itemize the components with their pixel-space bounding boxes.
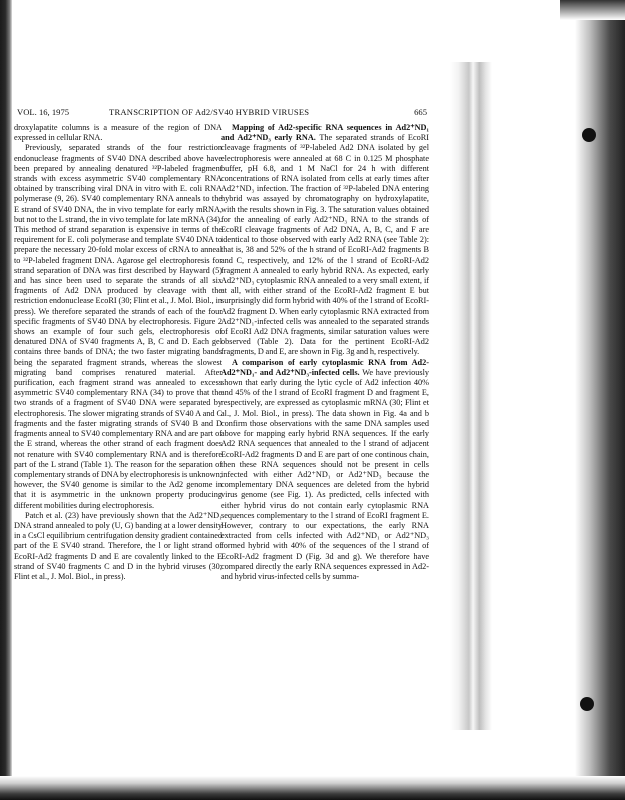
section-heading: Mapping of Ad2-specific RNA sequences in Ad2⁺ND₁ and Ad2⁺ND₃ early RNA. (221, 123, 429, 143)
scan-shadow-bottom (0, 776, 625, 800)
paragraph (14, 143, 222, 510)
paragraph (14, 511, 222, 582)
section-paragraph (221, 358, 429, 582)
scan-shadow-binding (450, 62, 492, 730)
punch-hole-bottom (580, 697, 594, 711)
running-title: TRANSCRIPTION OF Ad2/SV40 HYBRID VIRUSES (109, 107, 310, 117)
scan-shadow-right (575, 0, 625, 800)
paragraph-text: Previously, separated strands of the four restriction endonuclease fragments of SV40 DNA described above have been prepared by annealing denatured ³²P-labeled fragment strands with excess asymmetric SV40 complementary RNA obtained by transcribing viral DNA in vitro with E. coli RNA polymerase (9, 26). SV40 complementary RNA anneals to the E strand of SV40 DNA, the in vivo template for early mRNA, but not to the L strand, the in vivo template for late mRNA (34). This method of strand separation is expensive in terms of the requirement for E. coli polymerase and template SV40 DNA to prepare the necessary 20-fold molar excess of cRNA to anneal to ³²P-labeled fragment DNA. Agarose gel electrophoresis for strand separation of DNA was first described by Hayward (5) and has since been used to separate the strands of all six fragments of Ad2 DNA produced by cleavage with the restriction endonuclease EcoRI (30; Flint et al., J. Mol. Biol., in press). We therefore separated the strands of each of the four specific fragments of SV40 DNA by electrophoresis. Figure 2 shows an example of four such gels, electrophoresis of denatured DNA of SV40 fragments A, B, C and D. Each gel contains three bands of DNA; the two faster migrating bands being the separated fragment strands, whereas the slowest migrating band comprises renatured material. After purification, each fragment strand was annealed to excess asymmetric SV40 complementary RNA (34) to prove that the two strands of a fragment of SV40 DNA were separated by electrophoresis. The slower migrating strands of SV40 A and C fragments and the faster migrating strands of SV40 B and D fragments anneal to SV40 complementary RNA and are part of the E strand, whereas the other strand of each fragment does not renature with SV40 complementary RNA and is therefore part of the L strand (Table 1). The reason for the separation of complementary strands of DNA by electrophoresis is unknown; however, the SV40 genome is similar to the Ad2 genome in that it is asymmetric in the unknown property producing different mobilities during electrophoresis. (14, 143, 223, 510)
paragraph-text: We have previously shown that early during the lytic cycle of Ad2 infection 40% and 45% of the l strand of EcoRI fragment D and fragment E, respectively, are expressed as cytoplasmic mRNA (30; Flint et al., J. Mol. Biol., in press). The data shown in Fig. 4a and b confirm those observations with the same DNA samples used above for mapping early hybrid RNA sequences. If the early Ad2 RNA sequences that annealed to the l strand of adjacent EcoRI-Ad2 fragments D and E are part of one continous chain, then these RNA sequences should not be present in cells infected with either Ad2⁺ND₁ or Ad2⁺ND₃ because the complementary DNA sequences are deleted from the hybrid virus genome (see Fig. 1). As predicted, cells infected with either hybrid virus do not contain early cytoplasmic RNA sequences complementary to the l strand of EcoRI fragment E. However, contrary to our expectations, the early RNA extracted from cells infected with Ad2⁺ND₁ or Ad2⁺ND₃ formed hybrid with 40% of the sequences of the l strand of EcoRI-Ad2 fragment D (Fig. 3d and g). We therefore have compared directly the early RNA sequences expressed in Ad2- and hybrid virus-infected cells by summa- (221, 367, 429, 581)
page-number: 665 (414, 107, 427, 117)
volume-label: VOL. 16, 1975 (17, 107, 70, 117)
section-heading: A comparison of early cytoplasmic RNA from Ad2- Ad2⁺ND₁- and Ad2⁺ND₃-infected cells. (221, 357, 429, 377)
paragraph-text: Patch et al. (23) have previously shown that the Ad2⁺ND₁ DNA strand annealed to poly (U, G) banding at a lower density in a CsCl equilibrium centrifugation density gradient contained part of the E SV40 strand. Therefore, the l or light strand of EcoRI-Ad2 fragments D and E are covalently linked to the E strand of SV40 fragments C and D in the hybrid viruses (30; Flint et al., J. Mol. Biol., in press). (14, 510, 222, 581)
scan-shadow-top-right (560, 0, 625, 20)
paragraph (14, 123, 222, 143)
right-column (221, 123, 429, 582)
paragraph-text: droxylapatite columns is a measure of the region of DNA expressed in cellular RNA. (14, 123, 222, 143)
section-paragraph (221, 123, 429, 358)
punch-hole-top (582, 128, 596, 142)
scan-shadow-left (0, 0, 12, 800)
paragraph-text: The separated strands of EcoRI cleavage fragments of ³²P-labeled Ad2 DNA isolated by gel electrophoresis were annealed at 68 C in 0.125 M phosphate buffer, pH 6.8, and 1 M NaCl for 24 h with different concentrations of RNA isolated from cells at early times after Ad2⁺ND₃ infection. The fraction of ³²P-labeled DNA entering hybrid was assayed by chromatography on hydroxylapatite, with the results shown in Fig. 3. The saturation values obtained for the annealing of early Ad2⁺ND₃ RNA to the strands of EcoRI cleavage fragments of Ad2 DNA, A, B, C, and F are identical to those observed with early Ad2 RNA (see Table 2): that is, 38 and 52% of the h strand of EcoRI-Ad2 fragments B and C, respectively, and 12% of the l strand of EcoRI-Ad2 fragment A annealed to early hybrid RNA. As expected, early Ad2⁺ND₃ cytoplasmic RNA annealed to a very small extent, if at all, with either strand of the EcoRI-Ad2 fragment E but surprisingly did form hybrid with 40% of the l strand of EcoRI-Ad2 fragment D. When early cytoplasmic RNA extracted from Ad2⁺ND₁-infected cells was annealed to the separated strands of EcoRI Ad2 DNA fragments, similar saturation values were observed (Table 2). Data for the pertinent EcoRI-Ad2 fragments, D and E, are shown in Fig. 3g and h, respectively. (221, 133, 429, 357)
left-column (14, 123, 222, 582)
running-header (17, 107, 427, 121)
